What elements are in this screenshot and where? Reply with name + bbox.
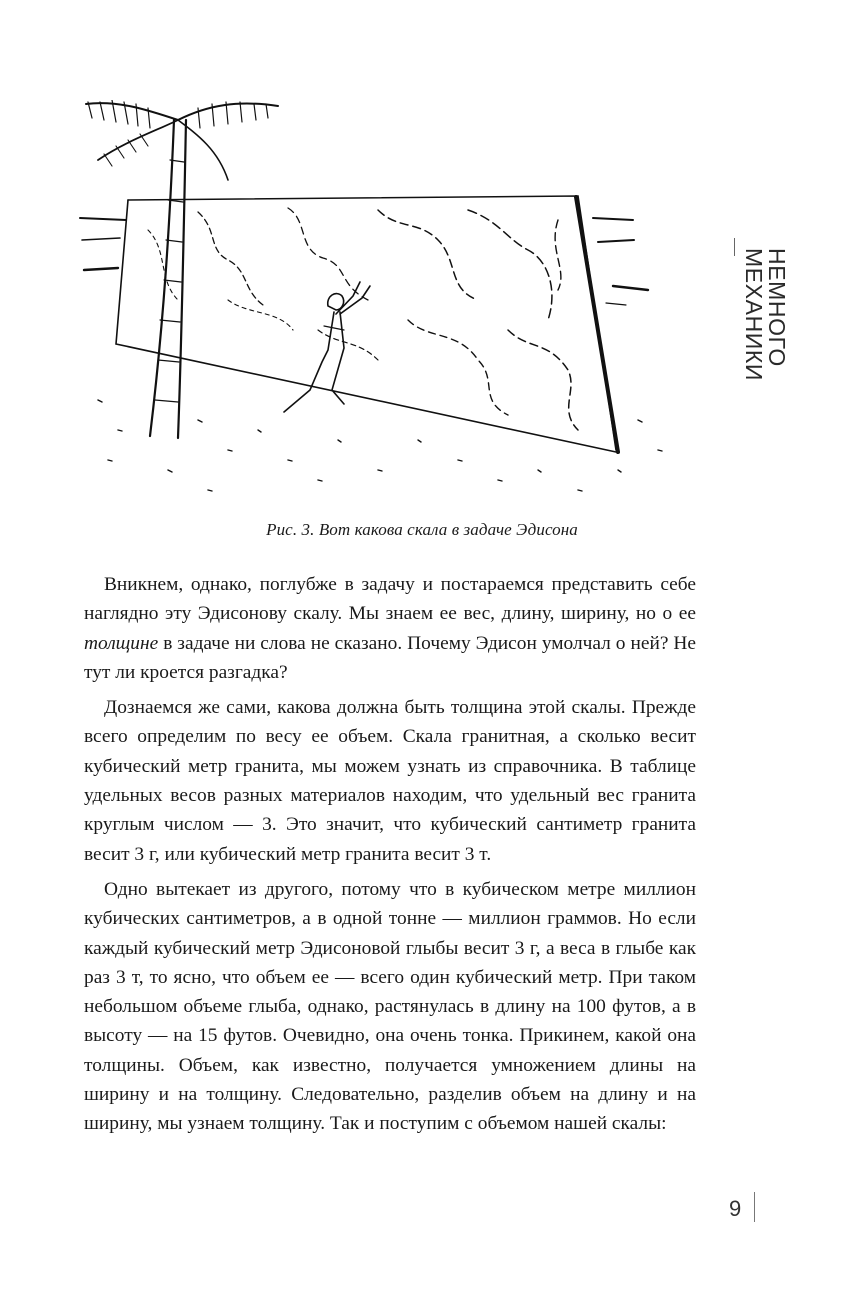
paragraph-2: Дознаемся же сами, какова должна быть толщина этой скалы. Прежде всего определим по весу ее объем. Скала гранитная, а сколько весит кубический метр гранита, мы можем узнать из справочника. В таблице удельных весов разных материалов находим, что удельный вес гранита круглым числом — 3. Это значит, что кубический сантиметр гранита весит 3 г, или кубический метр гранита весит 3 т. (84, 697, 696, 865)
page-number-divider (754, 1192, 755, 1222)
body-text (84, 570, 696, 1145)
page-number: 9 (729, 1196, 742, 1221)
paragraph-1: Вникнем, однако, поглубже в задачу и постараемся представить себе наглядно эту Эдисонову скалу. Мы знаем ее вес, длину, ширину, но о ее толщине в задаче ни слова не сказано. Почему Эдисон умолчал о ней? Не тут ли кроется разгадка? (84, 574, 696, 683)
rock-slab-illustration (78, 100, 718, 500)
figure-caption: Рис. 3. Вот какова скала в задаче Эдисона (266, 520, 578, 539)
running-header (734, 238, 790, 468)
illustration-figure (78, 100, 718, 500)
running-header-text: НЕМНОГО МЕХАНИКИ (741, 248, 790, 382)
paragraph-3: Одно вытекает из другого, потому что в кубическом метре миллион кубических сантиметров, а в одной тонне — миллион граммов. Но если каждый кубический метр Эдисоновой глыбы весит 3 г, а веса в глыбе как раз 3 т, то ясно, что объем ее — всего один кубический метр. При таком небольшом объеме глыба, однако, растянулась в длину на 100 футов, а в высоту — на 15 футов. Очевидно, она очень тонка. Прикинем, какой она толщины. Объем, как известно, получается умножением длины на ширину и на толщину. Следовательно, разделив объем на длину и на ширину, мы узнаем толщину. Так и поступим с объемом нашей скалы: (84, 878, 696, 1135)
header-divider (734, 238, 735, 256)
